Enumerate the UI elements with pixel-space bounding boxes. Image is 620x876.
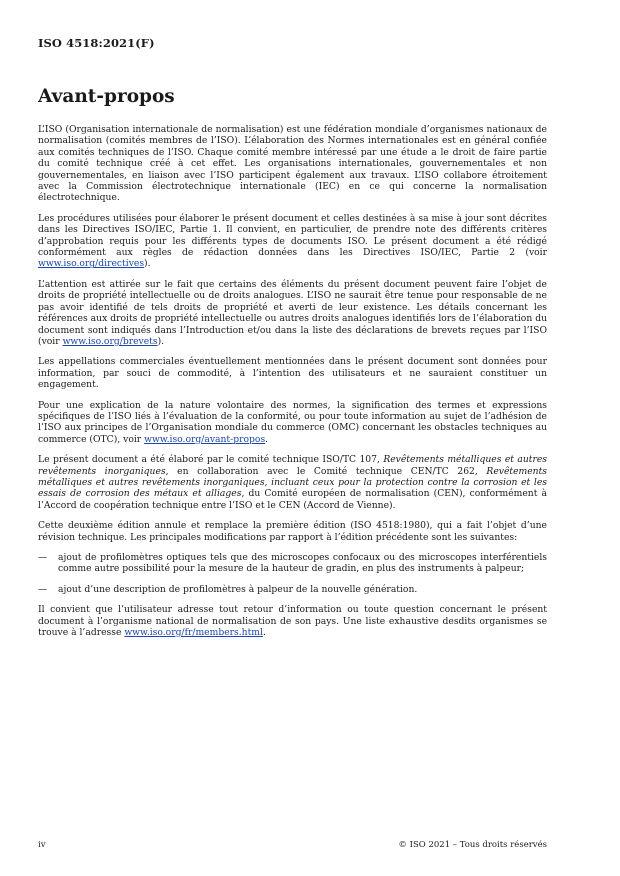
dash-bullet: —	[38, 583, 48, 595]
patents-link[interactable]: www.iso.org/brevets	[62, 335, 158, 347]
foreword-link[interactable]: www.iso.org/avant-propos	[144, 433, 266, 445]
paragraph-feedback-end: .	[262, 627, 266, 639]
list-item	[38, 552, 547, 575]
paragraph-feedback	[38, 604, 547, 638]
list-item-text: ajout d’une description de profilomètres à palpeur de la nouvelle génération.	[58, 583, 418, 595]
committee-text-c: , en collaboration avec le Comité technique CEN/TC 262,	[165, 465, 487, 477]
committee-text-a: Le présent document a été élaboré par le comité technique ISO/TC 107,	[38, 454, 384, 466]
page-number: iv	[38, 840, 46, 850]
list-item-text: ajout de profilomètres optiques tels que des microscopes confocaux ou des microscopes interférentiels comme autre possibilité pour la mesure de la hauteur de gradin, en plus des instruments à palpeur;	[58, 552, 547, 575]
paragraph-procedures-text: Les procédures utilisées pour élaborer le présent document et celles destinées à sa mise à jour sont décrites dans les Directives ISO/IEC, Partie 1. Il convient, en particulier, de prendre note des différents critères d’approbation requis pour les différents types de documents ISO. Le présent document a été rédigé conformément aux règles de rédaction données dans les Directives ISO/IEC, Partie 2 (voir	[38, 212, 547, 259]
members-link[interactable]: www.iso.org/fr/members.html	[124, 627, 263, 639]
directives-link[interactable]: www.iso.org/directives	[38, 258, 145, 270]
paragraph-voluntary-end: .	[265, 433, 269, 445]
document-id-header: ISO 4518:2021(F)	[38, 36, 155, 50]
committee-title-cen: Revêtements métalliques et autres revêtements inorganiques, incluant ceux pour la protection contre la corrosion et les essais de corrosion des métaux et alliages	[38, 465, 547, 500]
list-item	[38, 584, 547, 595]
paragraph-patents-text: L’attention est attirée sur le fait que certains des éléments du présent document peuvent faire l’objet de droits de propriété intellectuelle ou de droits analogues. L’ISO ne saurait être tenue pour responsable de ne pas avoir identifié de tels droits de propriété et averti de leur existence. Les détails concernant les références aux droits de propriété intellectuelle ou autres droits analogues identifiés lors de l’élaboration du document sont indiqués dans l’Introduction et/ou dans la liste des déclarations de brevets reçues par l’ISO (voir	[38, 278, 547, 347]
committee-title-iso: Revêtements métalliques et autres revêtements inorganiques	[38, 454, 547, 477]
page-title: Avant-propos	[38, 86, 175, 107]
paragraph-edition: Cette deuxième édition annule et remplace la première édition (ISO 4518:1980), qui a fait l’objet d’une révision technique. Les principales modifications par rapport à l’édition précédente sont les suivantes:	[38, 520, 547, 543]
copyright-notice: © ISO 2021 – Tous droits réservés	[398, 840, 547, 850]
committee-text-e: , du Comité européen de normalisation (CEN), conformément à l’Accord de coopération technique entre l’ISO et le CEN (Accord de Vienne).	[38, 488, 547, 511]
paragraph-patents-end: ).	[157, 335, 165, 347]
paragraph-trade-names: Les appellations commerciales éventuellement mentionnées dans le présent document sont données pour information, par souci de commodité, à l’intention des utilisateurs et ne sauraient constituer un engagement.	[38, 356, 547, 391]
dash-bullet: —	[38, 552, 48, 563]
paragraph-procedures	[38, 213, 547, 270]
foreword-body	[38, 124, 547, 647]
paragraph-patents	[38, 279, 547, 347]
paragraph-procedures-end: ).	[144, 258, 151, 270]
paragraph-committee	[38, 454, 547, 511]
paragraph-voluntary-text: Pour une explication de la nature volontaire des normes, la signification des termes et expressions spécifiques de l’ISO liés à l’évaluation de la conformité, ou pour toute information au sujet de l’adhésion de l’ISO aux principes de l’Organisation mondiale du commerce (OMC) concernant les obstacles techniques au commerce (OTC), voir	[38, 399, 547, 445]
paragraph-feedback-text: Il convient que l’utilisateur adresse tout retour d’information ou toute question concernant le présent document à l’organisme national de normalisation de son pays. Une liste exhaustive desdits organismes se trouve à l’adresse	[38, 604, 547, 639]
paragraph-voluntary-nature	[38, 400, 547, 446]
paragraph-iso-organisation: L’ISO (Organisation internationale de normalisation) est une fédération mondiale d’organismes nationaux de normalisation (comités membres de l’ISO). L’élaboration des Normes internationales est en général confiée aux comités techniques de l’ISO. Chaque comité membre intéressé par une étude a le droit de faire partie du comité technique créé à cet effet. Les organisations internationales, gouvernementales et non gouvernementales, en liaison avec l’ISO participent également aux travaux. L’ISO collabore étroitement avec la Commission électrotechnique internationale (IEC) en ce qui concerne la normalisation électrotechnique.	[38, 124, 547, 204]
